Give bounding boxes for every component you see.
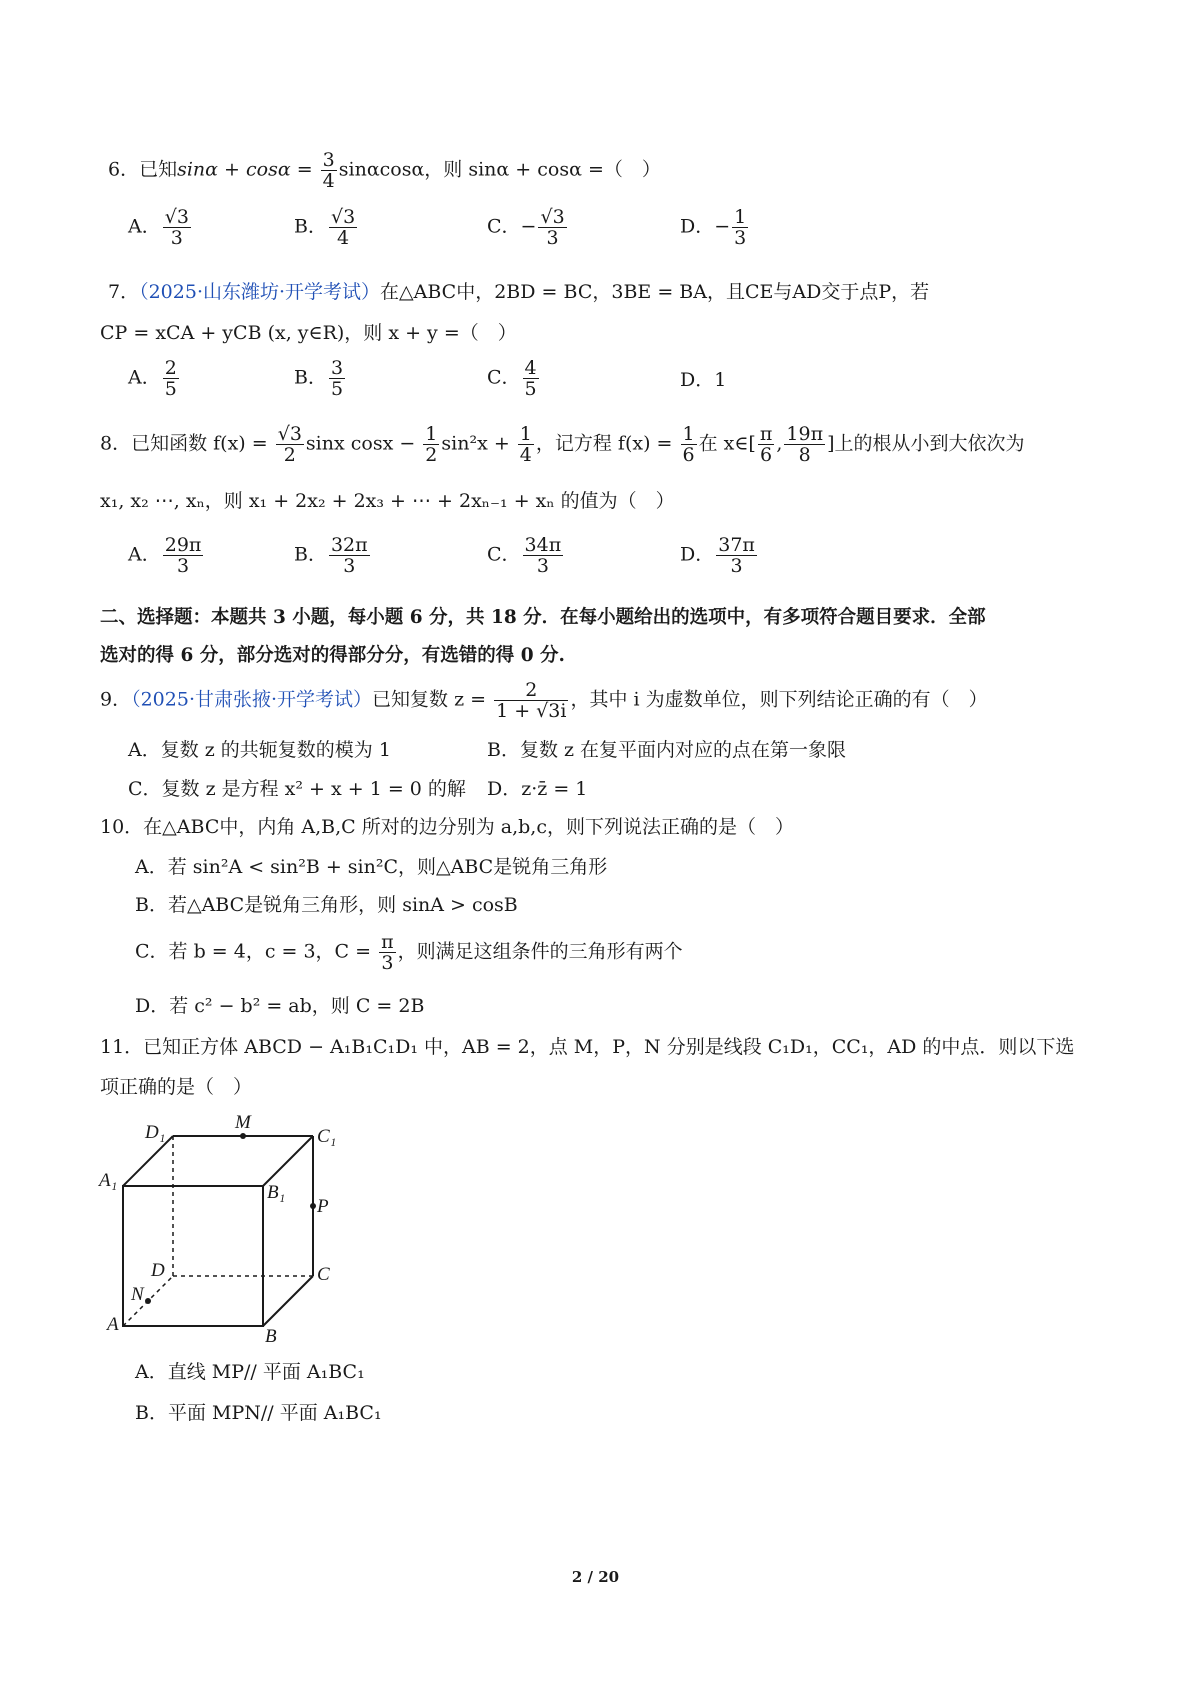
q7-opt-c-den: 5 <box>524 378 537 400</box>
q10-option-d: D．若 c² − b² = ab，则 C = 2B <box>135 995 425 1017</box>
q8-frac-5 <box>758 424 775 465</box>
q8-opt-d-frac <box>716 535 757 576</box>
q8-opt-a-den: 3 <box>177 555 190 577</box>
q7-opt-b-label: B． <box>294 366 327 389</box>
q7-option-d <box>680 368 726 392</box>
q8-option-d <box>680 535 759 576</box>
q7-stem-line1 <box>108 280 929 304</box>
label-A1: A₁ <box>99 1170 118 1191</box>
q8-mid2: sin²x + <box>441 432 510 455</box>
q8-frac-1 <box>276 424 304 465</box>
q6-option-a <box>128 207 193 248</box>
q9-stem <box>100 680 988 721</box>
label-C: C <box>317 1264 330 1285</box>
q10-option-c <box>135 932 683 973</box>
q7-stem2: CP = xCA + yCB (x, y∈R)，则 x + y =（ ） <box>100 322 517 344</box>
q8-opt-a-label: A． <box>128 543 161 566</box>
q8-f2-num: 1 <box>425 423 438 445</box>
q6-opt-c-frac <box>538 207 566 248</box>
q7-opt-c-num: 4 <box>524 357 537 379</box>
q8-frac-2 <box>423 424 439 465</box>
q8-opt-c-num: 34π <box>524 534 562 556</box>
q6-opt-b-frac <box>329 207 357 248</box>
q8-opt-b-label: B． <box>294 543 327 566</box>
q9-stem-b: ，其中 i 为虚数单位，则下列结论正确的有（ ） <box>570 688 988 711</box>
point-P <box>310 1203 316 1209</box>
q8-opt-c-den: 3 <box>536 555 549 577</box>
q8-stem-prefix: 8．已知函数 f(x) = <box>100 432 268 455</box>
q8-opt-a-num: 29π <box>164 534 202 556</box>
q11-option-a: A．直线 MP// 平面 A₁BC₁ <box>135 1361 365 1383</box>
q8-stem2: x₁, x₂ ⋯, xₙ，则 x₁ + 2x₂ + 2x₃ + ⋯ + 2xₙ₋₁ + xₙ 的值为（ ） <box>100 490 675 512</box>
q9-fraction <box>494 680 568 721</box>
q10-opt-c-den: 3 <box>381 952 394 974</box>
q9-option-c: C．复数 z 是方程 x² + x + 1 = 0 的解 <box>128 778 466 800</box>
q6-opt-a-frac <box>163 207 191 248</box>
q7-opt-c-frac <box>523 358 539 399</box>
label-M: M <box>235 1112 251 1133</box>
q6-opt-a-num: √3 <box>164 206 189 228</box>
cube-front-face <box>123 1186 263 1326</box>
q6-opt-b-den: 4 <box>337 227 350 249</box>
q6-option-c <box>487 207 569 248</box>
q8-stem-line2 <box>100 489 675 513</box>
q6-opt-a-label: A． <box>128 215 161 238</box>
q6-opt-c-num: √3 <box>540 206 565 228</box>
point-N <box>145 1298 151 1304</box>
q8-f5-den: 6 <box>760 444 773 466</box>
q11-stem-line2: 项正确的是（ ） <box>100 1076 253 1098</box>
label-B: B <box>265 1326 277 1347</box>
q8-opt-c-frac <box>523 535 564 576</box>
q10-opt-c-a: C．若 b = 4，c = 3，C = <box>135 940 372 963</box>
q7-opt-b-frac <box>329 358 345 399</box>
q8-f3-num: 1 <box>519 423 532 445</box>
label-P: P <box>317 1196 329 1217</box>
q8-opt-b-den: 3 <box>343 555 356 577</box>
cube-edge-A1D1 <box>123 1136 173 1186</box>
label-B1: B₁ <box>267 1182 286 1203</box>
q6-expr-left: sinα + cosα = <box>177 158 313 181</box>
label-A: A <box>107 1314 119 1335</box>
q9-option-d: D．z·z̄ = 1 <box>487 778 588 800</box>
q6-stem <box>108 150 661 191</box>
q8-mid5: ]上的根从小到大依次为 <box>827 432 1025 455</box>
q8-f2-den: 2 <box>425 444 438 466</box>
q8-f6-den: 8 <box>798 444 811 466</box>
q6-expr-right: sinαcosα，则 sinα + cosα =（ ） <box>338 158 661 181</box>
q7-source: （2025·山东潍坊·开学考试） <box>139 281 381 303</box>
q7-opt-d: D．1 <box>680 369 727 391</box>
q8-opt-c-label: C． <box>487 543 521 566</box>
q10-option-b: B．若△ABC是锐角三角形，则 sinA > cosB <box>135 894 518 916</box>
q6-opt-c-den: 3 <box>546 227 559 249</box>
q7-option-c <box>487 358 541 399</box>
q6-option-b <box>294 207 359 248</box>
q9-frac-num: 2 <box>494 680 568 701</box>
q8-option-a <box>128 535 205 576</box>
q8-mid4: 在 x∈[ <box>698 432 756 455</box>
q7-stem1: 在△ABC中，2BD = BC，3BE = BA，且CE与AD交于点P，若 <box>380 281 930 303</box>
q7-option-a <box>128 358 181 399</box>
q8-frac-3 <box>518 424 534 465</box>
q7-opt-c-label: C． <box>487 366 521 389</box>
q9-frac-den: 1 + √3i <box>496 700 567 722</box>
q6-stem-prefix: 6．已知 <box>108 158 178 181</box>
q7-opt-a-label: A． <box>128 366 161 389</box>
q7-opt-a-num: 2 <box>164 357 177 379</box>
q7-opt-a-den: 5 <box>164 378 177 400</box>
q9-option-b: B．复数 z 在复平面内对应的点在第一象限 <box>487 739 847 761</box>
q8-f1-den: 2 <box>283 444 296 466</box>
page-number: 2 / 20 <box>571 1568 620 1586</box>
label-D: D <box>151 1260 165 1281</box>
label-C1: C₁ <box>317 1126 337 1147</box>
label-D1: D₁ <box>145 1122 166 1143</box>
q11-option-b: B．平面 MPN// 平面 A₁BC₁ <box>135 1402 382 1424</box>
q8-mid3: ，记方程 f(x) = <box>535 432 673 455</box>
q10-opt-c-b: ，则满足这组条件的三角形有两个 <box>397 940 683 963</box>
q8-option-c <box>487 535 565 576</box>
cube-edge-BC <box>263 1276 313 1326</box>
q6-opt-d-frac <box>732 207 748 248</box>
q8-f3-den: 4 <box>519 444 532 466</box>
q7-stem-line2 <box>100 321 517 345</box>
q6-opt-c-label: C．− <box>487 215 537 238</box>
q10-stem: 10．在△ABC中，内角 A,B,C 所对的边分别为 a,b,c，则下列说法正确的是（ ） <box>100 816 794 838</box>
q10-opt-c-num: π <box>381 931 394 953</box>
cube-edge-B1C1 <box>263 1136 313 1186</box>
q8-f4-den: 6 <box>682 444 695 466</box>
q7-opt-a-frac <box>163 358 179 399</box>
q6-opt-b-label: B． <box>294 215 327 238</box>
q8-opt-b-frac <box>329 535 370 576</box>
q8-opt-d-num: 37π <box>718 534 755 556</box>
q8-stem-line1: 8．已知函数 f(x) = $\frac{√3}{2}$ sinx cosx − $\frac{1}{2}$ sin²x + $\frac{1}{4}$ ，记方程 f(x) = $\frac{1}{6}$ 在 x∈[ $\frac{\pi}{6}$ , $\frac{19\pi}{8}$ ]上的根从小到大依次为 <box>100 423 1025 466</box>
q6-opt-d-label: D．− <box>680 215 731 238</box>
q10-option-a: A．若 sin²A < sin²B + sin²C，则△ABC是锐角三角形 <box>135 856 608 878</box>
q6-opt-d-num: 1 <box>734 206 747 228</box>
label-N: N <box>131 1284 144 1305</box>
q10-opt-c-frac <box>379 932 396 973</box>
q8-mid1: sinx cosx − <box>305 432 416 455</box>
q6-frac-num: 3 <box>322 149 335 171</box>
section2-line1: 二、选择题：本题共 3 小题，每小题 6 分，共 18 分．在每小题给出的选项中，有多项符合题目要求．全部 <box>100 607 986 628</box>
q11-stem-line1: 11．已知正方体 ABCD − A₁B₁C₁D₁ 中，AB = 2，点 M，P，N 分别是线段 C₁D₁，CC₁，AD 的中点．则以下选 <box>100 1036 1075 1058</box>
q8-frac-4 <box>681 424 697 465</box>
q7-number: 7． <box>108 281 140 303</box>
q6-opt-b-num: √3 <box>330 206 356 228</box>
q8-f5-num: π <box>759 423 773 445</box>
q8-option-b <box>294 535 372 576</box>
q6-opt-d-den: 3 <box>734 227 747 249</box>
q8-opt-d-label: D． <box>680 543 715 566</box>
point-M <box>240 1133 246 1139</box>
q8-f4-num: 1 <box>682 423 695 445</box>
q6-frac-den: 4 <box>322 170 335 192</box>
q7-opt-b-den: 5 <box>330 378 344 400</box>
q9-source: （2025·甘肃张掖·开学考试） <box>131 688 373 711</box>
q6-option-d <box>680 207 750 248</box>
q8-f6-num: 19π <box>786 423 824 445</box>
q7-opt-b-num: 3 <box>330 357 344 379</box>
q8-f1-num: √3 <box>277 423 302 445</box>
q8-opt-b-num: 32π <box>330 534 368 556</box>
q9-option-a: A．复数 z 的共轭复数的模为 1 <box>128 739 391 761</box>
q8-opt-d-den: 3 <box>730 555 743 577</box>
q8-frac-6 <box>784 424 825 465</box>
q8-opt-a-frac <box>163 535 204 576</box>
q9-number: 9． <box>100 688 132 711</box>
q7-option-b <box>294 358 347 399</box>
q6-fraction <box>321 150 337 191</box>
section2-line2: 选对的得 6 分，部分选对的得部分分，有选错的得 0 分. <box>100 645 565 666</box>
cube-figure <box>95 1108 355 1348</box>
q9-stem-a: 已知复数 z = <box>372 688 487 711</box>
q6-opt-a-den: 3 <box>170 227 183 249</box>
